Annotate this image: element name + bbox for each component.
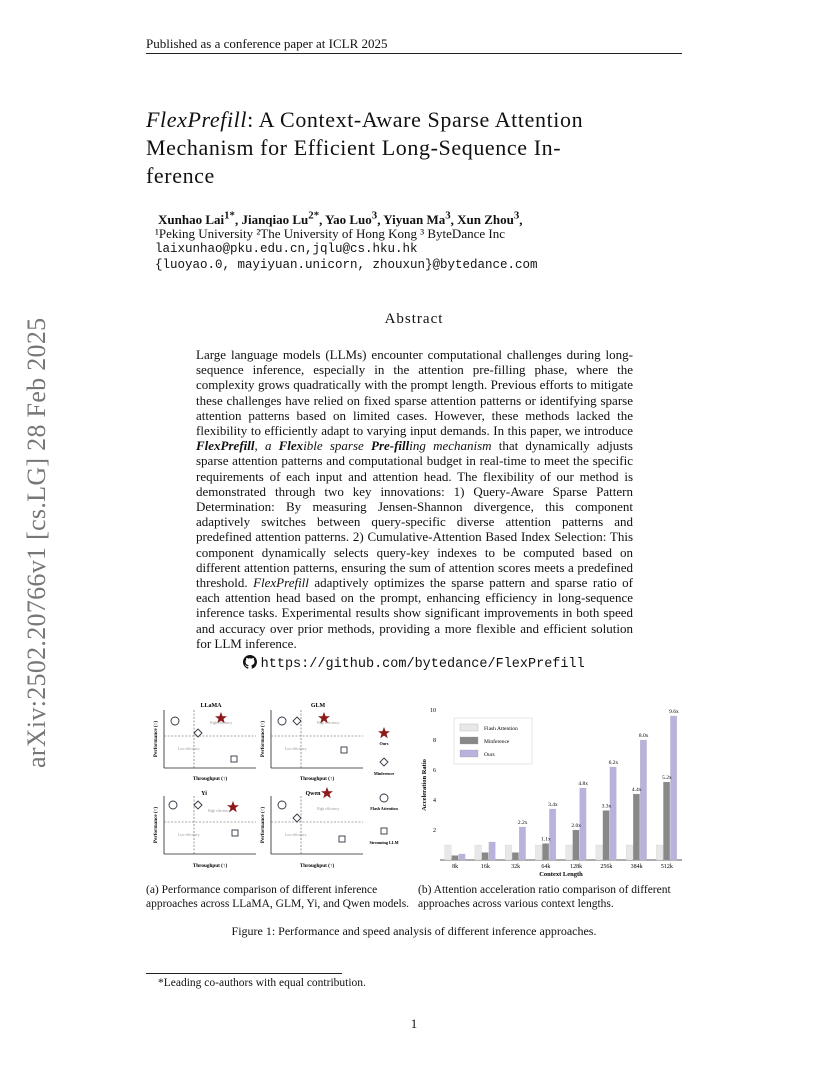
legend-marker-flash-attention bbox=[380, 794, 388, 802]
bar-ours bbox=[489, 842, 496, 860]
bar-flash-attention bbox=[535, 845, 542, 860]
legend-swatch bbox=[460, 724, 478, 731]
x-axis-label: Throughput (↑) bbox=[192, 863, 228, 869]
data-label: 4.4x bbox=[631, 787, 642, 793]
marker-ours bbox=[321, 787, 333, 798]
bar-flash-attention bbox=[656, 845, 663, 860]
x-tick-label: 16k bbox=[480, 864, 490, 870]
repo-link[interactable] bbox=[0, 655, 828, 672]
y-tick-label: 6 bbox=[433, 768, 436, 774]
bar-ours bbox=[640, 740, 647, 860]
title-method-name: FlexPrefill bbox=[146, 107, 248, 132]
email-line-1: laixunhao@pku.edu.cn,jqlu@cs.hku.hk bbox=[155, 242, 418, 256]
legend-swatch bbox=[460, 737, 478, 744]
bar-flash-attention bbox=[505, 845, 512, 860]
bar-flash-attention bbox=[596, 845, 603, 860]
chart-plot-area bbox=[421, 708, 682, 878]
figure-a-caption: (a) Performance comparison of different inference approaches across LLaMA, GLM, Yi, and Qwen models. bbox=[146, 884, 410, 910]
legend-label-ours: Ours bbox=[379, 741, 389, 746]
panel-title-llama: LLaMA bbox=[200, 703, 222, 709]
paper-title bbox=[146, 106, 686, 190]
bar-flash-attention bbox=[626, 845, 633, 860]
bar-flash-attention bbox=[475, 845, 482, 860]
bar-minference bbox=[452, 856, 459, 861]
figure-a-legend bbox=[369, 727, 398, 845]
legend-swatch bbox=[460, 750, 478, 757]
footnote-rule bbox=[146, 973, 342, 974]
title-line1: : A Context-Aware Sparse Attention bbox=[247, 107, 584, 132]
author: Yiyuan Ma$^3$ bbox=[383, 210, 451, 228]
x-tick-label: 128k bbox=[570, 864, 583, 870]
data-label: 9.6x bbox=[669, 709, 679, 715]
quadrant-label-high: High efficiency bbox=[208, 809, 231, 813]
data-label: 3.3x bbox=[601, 803, 612, 810]
arxiv-watermark: arXiv:2502.20766v1 [cs.LG] 28 Feb 2025 bbox=[22, 317, 51, 768]
y-axis-label: Performance (↑) bbox=[260, 806, 266, 844]
data-label: 3.4x bbox=[548, 802, 558, 808]
quadrant-label-high: High efficiency bbox=[317, 721, 340, 725]
y-axis-label: Performance (↑) bbox=[153, 720, 159, 758]
bar-minference bbox=[573, 830, 580, 860]
bar-minference bbox=[603, 811, 610, 861]
bar-ours bbox=[670, 716, 677, 860]
legend-marker-minference bbox=[380, 758, 388, 766]
y-axis-label: Performance (↑) bbox=[260, 720, 266, 758]
x-axis-label: Context Length bbox=[539, 871, 583, 878]
y-tick-label: 2 bbox=[433, 828, 436, 834]
legend-marker-streaming-llm bbox=[381, 828, 387, 834]
x-tick-label: 384k bbox=[630, 864, 643, 870]
bar-minference bbox=[482, 853, 489, 861]
x-tick-label: 32k bbox=[511, 864, 521, 870]
x-tick-label: 512k bbox=[660, 864, 673, 870]
abstract-heading: Abstract bbox=[384, 311, 444, 327]
bar-flash-attention bbox=[445, 845, 452, 860]
author: Xunhao Lai$^{1*}$ bbox=[158, 210, 235, 228]
bar-ours bbox=[610, 767, 617, 860]
legend-label: Minference bbox=[484, 739, 510, 745]
figure-caption: Figure 1: Performance and speed analysis of different inference approaches. bbox=[231, 924, 597, 938]
marker-flash-attention bbox=[278, 717, 286, 725]
marker-minference bbox=[194, 801, 202, 809]
author: Jianqiao $Lu^{2*}$ bbox=[241, 210, 320, 228]
data-label: 1.1x bbox=[541, 836, 551, 843]
figure-b-caption: (b) Attention acceleration ratio comparison of different approaches across various context lengths. bbox=[418, 884, 671, 910]
legend-label: Flash Attention bbox=[484, 726, 518, 732]
marker-streaming-llm bbox=[232, 830, 238, 836]
bar-ours bbox=[519, 827, 526, 860]
bar-minference bbox=[633, 794, 640, 860]
x-tick-label: 64k bbox=[541, 864, 551, 870]
title-line2: Mechanism for Efficient Long-Sequence In- bbox=[146, 135, 562, 160]
title-line3: ference bbox=[146, 163, 215, 188]
marker-flash-attention bbox=[169, 801, 177, 809]
y-tick-label: 4 bbox=[433, 798, 436, 804]
data-label: 4.8x bbox=[578, 781, 588, 787]
data-label: 2.0x bbox=[571, 823, 581, 829]
x-axis-label: Throughput (↑) bbox=[299, 863, 335, 869]
legend-label-streaming-llm: Streaming LLM bbox=[369, 840, 399, 845]
panel-title-glm: GLM bbox=[310, 703, 326, 709]
email-line-2: {luoyao.0, mayiyuan.unicorn, zhouxun}@bytedance.com bbox=[155, 258, 538, 272]
legend-label-flash-attention: Flash Attention bbox=[370, 806, 398, 811]
marker-flash-attention bbox=[171, 717, 179, 725]
author: Yao Luo$^3$ bbox=[325, 210, 378, 228]
affiliations: ¹Peking University ²The University of Hong Kong ³ ByteDance Inc bbox=[155, 226, 505, 241]
author: Xun Zhou$^3$ bbox=[457, 210, 520, 228]
bar-flash-attention bbox=[566, 845, 573, 860]
method-name: FlexPrefill bbox=[196, 438, 255, 454]
footnote: *Leading co-authors with equal contribution. bbox=[158, 977, 366, 989]
legend-label: Ours bbox=[484, 752, 495, 758]
marker-streaming-llm bbox=[231, 756, 237, 762]
marker-minference bbox=[293, 814, 301, 822]
legend-label-minference: Minference bbox=[373, 771, 395, 776]
bar-minference bbox=[542, 844, 549, 861]
quadrant-label-low: Low efficiency bbox=[178, 833, 200, 837]
data-label: 2.2x bbox=[517, 820, 528, 826]
bar-minference bbox=[512, 853, 519, 861]
figure-a bbox=[148, 700, 412, 878]
panel-title-yi: Yi bbox=[201, 791, 207, 797]
x-tick-label: 256k bbox=[600, 864, 613, 870]
author-list: Xunhao Lai$^{1*}$, Jianqiao $Lu^{2*}$, Yao Luo$^3$, Yiyuan Ma$^3$, Xun Zhou$^3$, bbox=[158, 210, 523, 228]
data-label: 8.0x bbox=[638, 733, 649, 739]
bar-minference bbox=[663, 782, 670, 860]
quadrant-label-low: Low efficiency bbox=[285, 747, 307, 751]
bar-ours bbox=[549, 809, 556, 860]
header-rule bbox=[146, 53, 682, 54]
quadrant-label-low: Low efficiency bbox=[178, 747, 200, 751]
x-axis-label: Throughput (↑) bbox=[192, 776, 228, 782]
marker-minference bbox=[293, 717, 301, 725]
y-axis-label: Acceleration Ratio bbox=[421, 759, 428, 811]
y-axis-label: Performance (↑) bbox=[153, 806, 159, 844]
marker-flash-attention bbox=[278, 801, 286, 809]
quadrant-label-high: High efficiency bbox=[317, 807, 340, 811]
y-tick-label: 8 bbox=[433, 738, 436, 744]
panel-title-qwen: Qwen bbox=[305, 791, 321, 797]
running-header: Published as a conference paper at ICLR 2025 bbox=[146, 36, 388, 51]
page-number: 1 bbox=[410, 1016, 418, 1031]
legend-marker-ours bbox=[378, 727, 390, 738]
data-label: 5.2x bbox=[662, 775, 672, 781]
figure-b-chart bbox=[418, 700, 686, 880]
data-label: 6.2x bbox=[608, 760, 619, 766]
y-tick-label: 10 bbox=[430, 708, 436, 714]
quadrant-label-low: Low efficiency bbox=[285, 833, 307, 837]
x-tick-label: 8k bbox=[452, 864, 459, 870]
marker-streaming-llm bbox=[339, 836, 345, 842]
github-icon bbox=[243, 655, 257, 669]
x-axis-label: Throughput (↑) bbox=[299, 776, 335, 782]
repo-url[interactable]: https://github.com/bytedance/FlexPrefill bbox=[260, 657, 585, 672]
abstract-body: Large language models (LLMs) encounter computational challenges during long-sequence inference, especially in the attention pre-filling phase, where the complexity grows quadratically with the prompt length. Previous efforts to mitigate these challenges have relied on fixed sparse attention patterns or identifying sparse attention patterns based on limited cases. However, these methods lacked the flexibility to efficiently adapt to varying input demands. In this paper, we introduce FlexPrefill, a Flexible sparse Pre-filling mechanism that dynamically adjusts sparse attention patterns and computational budget in real-time to meet the specific requirements of each input and attention head. The flexibility of our method is demonstrated through two key innovations: 1) Query-Aware Sparse Pattern Determination: By measuring Jensen-Shannon divergence, this component adaptively switches between query-specific diverse attention patterns and predefined attention patterns. 2) Cumulative-Attention Based Index Selection: This component dynamically selects query-key indexes to be computed based on different attention patterns, ensuring the sum of attention scores meets a predefined threshold. FlexPrefill adaptively optimizes the sparse pattern and sparse ratio of each attention head based on the prompt, enhancing efficiency in long-sequence inference tasks. Experimental results show significant improvements in both speed and accuracy over prior methods, providing a more flexible and efficient solution for LLM inference. bbox=[196, 347, 633, 651]
bar-ours bbox=[459, 854, 466, 860]
marker-streaming-llm bbox=[341, 747, 347, 753]
quadrant-label-high: High efficiency bbox=[210, 721, 233, 725]
